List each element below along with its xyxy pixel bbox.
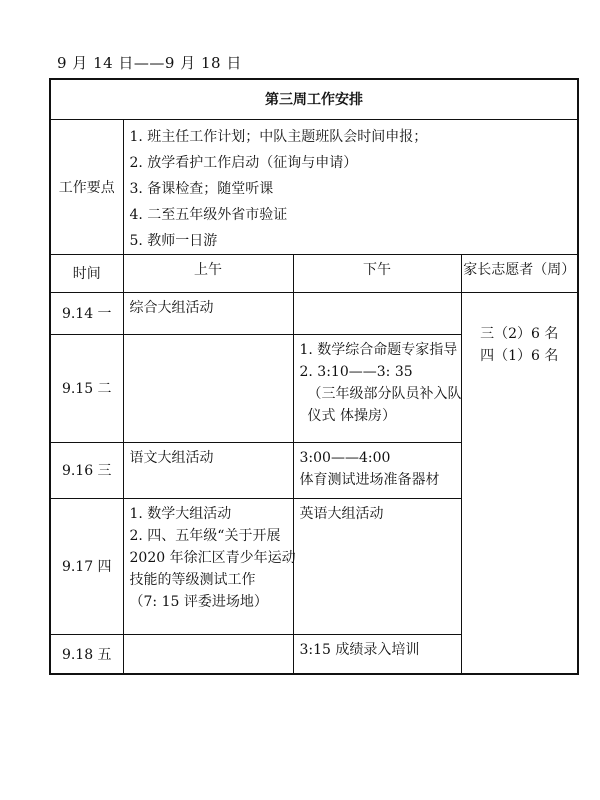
afternoon-line: 仪式 体操房） xyxy=(307,407,396,424)
day-label: 9.15 二 xyxy=(50,334,123,442)
volunteers-cell xyxy=(461,292,578,674)
afternoon-line: 2. 3:10——3: 35 xyxy=(299,363,413,380)
morning-line: （7: 15 评委进场地） xyxy=(129,593,268,610)
afternoon-cell xyxy=(293,442,461,498)
morning-cell xyxy=(123,634,293,674)
afternoon-cell xyxy=(293,292,461,334)
morning-line: 技能的等级测试工作 xyxy=(129,571,256,588)
header-volunteers: 家长志愿者（周） xyxy=(461,254,578,292)
afternoon-line: 3:00——4:00 xyxy=(299,449,391,466)
morning-line: 2. 四、五年级“关于开展 xyxy=(129,527,281,544)
table-title: 第三周工作安排 xyxy=(50,79,578,119)
morning-cell xyxy=(123,292,293,334)
afternoon-line: 3:15 成绩录入培训 xyxy=(299,641,420,658)
header-time: 时间 xyxy=(50,254,123,292)
key-point-item: 3. 备课检查；随堂听课 xyxy=(129,180,274,197)
afternoon-line: 1. 数学综合命题专家指导 xyxy=(299,341,458,358)
morning-cell xyxy=(123,334,293,442)
header-morning: 上午 xyxy=(123,254,293,292)
afternoon-cell xyxy=(293,498,461,634)
day-label: 9.14 一 xyxy=(50,292,123,334)
header-afternoon: 下午 xyxy=(293,254,461,292)
morning-cell xyxy=(123,498,296,634)
morning-cell xyxy=(123,442,293,498)
schedule-table xyxy=(49,78,579,675)
volunteer-line: 三（2）6 名 xyxy=(480,325,559,342)
morning-line: 1. 数学大组活动 xyxy=(129,505,232,522)
key-point-item: 4. 二至五年级外省市验证 xyxy=(129,206,288,223)
key-points-list xyxy=(124,120,578,254)
volunteer-line: 四（1）6 名 xyxy=(480,347,559,364)
day-label: 9.18 五 xyxy=(50,634,123,674)
afternoon-cell xyxy=(293,634,461,674)
afternoon-line: 体育测试进场准备器材 xyxy=(299,471,440,488)
afternoon-line: 英语大组活动 xyxy=(299,505,384,522)
date-range: 9 月 14 日——9 月 18 日 xyxy=(57,54,242,72)
day-label: 9.16 三 xyxy=(50,442,123,498)
morning-line: 2020 年徐汇区青少年运动 xyxy=(129,549,296,566)
key-points-label: 工作要点 xyxy=(50,119,123,254)
key-point-item: 1. 班主任工作计划；中队主题班队会时间申报； xyxy=(129,128,428,145)
key-point-item: 2. 放学看护工作启动（征询与申请） xyxy=(129,154,358,171)
morning-line: 语文大组活动 xyxy=(129,449,214,466)
key-points-cell xyxy=(123,119,578,254)
day-label: 9.17 四 xyxy=(50,498,123,634)
afternoon-cell xyxy=(293,334,461,442)
key-point-item: 5. 教师一日游 xyxy=(129,232,218,249)
afternoon-line: （三年级部分队员补入队 xyxy=(307,385,462,402)
morning-line: 综合大组活动 xyxy=(129,299,214,316)
